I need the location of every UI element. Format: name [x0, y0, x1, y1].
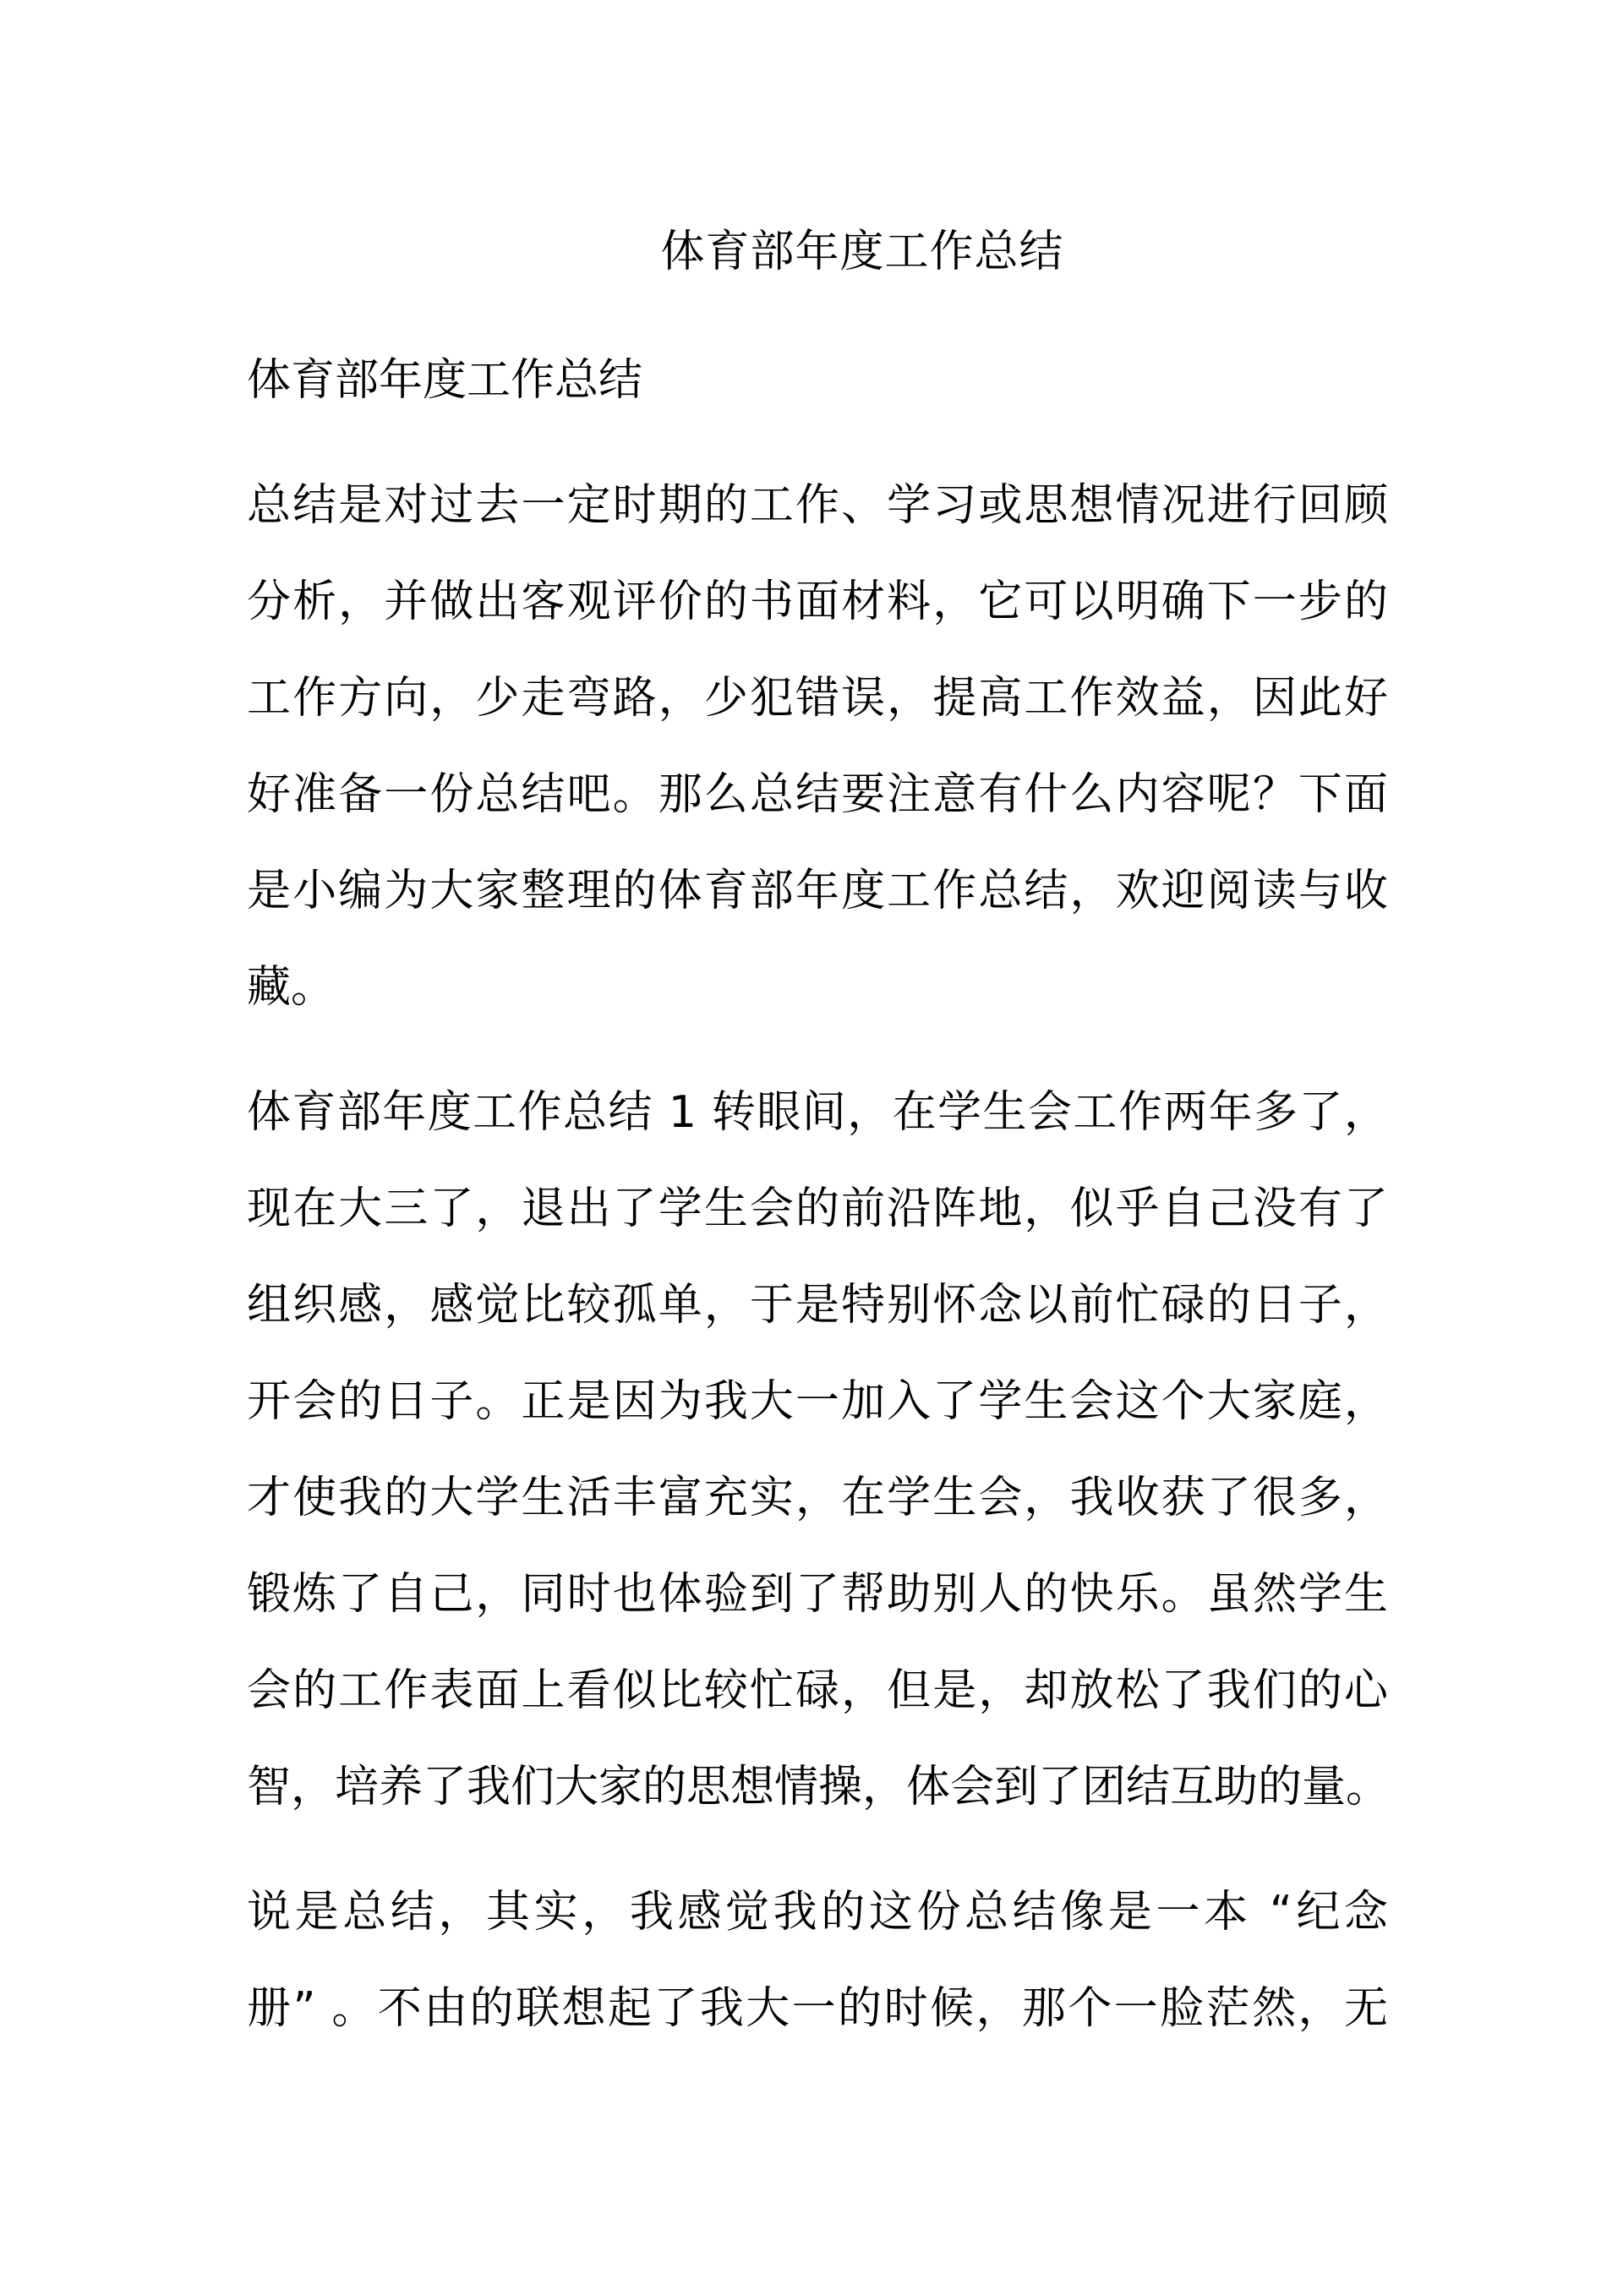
- paragraph-line: 分析，并做出客观评价的书面材料，它可以明确下一步的: [247, 577, 1388, 627]
- paragraph-line: 现在大三了，退出了学生会的前沿阵地，似乎自己没有了: [247, 1184, 1388, 1234]
- paragraph-line: 体育部年度工作总结 1 转眼间，在学生会工作两年多了，: [247, 1087, 1388, 1138]
- paragraph-line: 是小编为大家整理的体育部年度工作总结，欢迎阅读与收: [247, 866, 1388, 916]
- paragraph-line: 总结是对过去一定时期的工作、学习或思想情况进行回顾: [247, 480, 1388, 531]
- document-title: 体育部年度工作总结: [660, 227, 1064, 277]
- paragraph-line: 会的工作表面上看似比较忙碌，但是，却放松了我们的心: [247, 1665, 1388, 1716]
- paragraph-line: 组织感，感觉比较孤单，于是特别怀念以前忙碌的日子，: [247, 1280, 1388, 1331]
- paragraph-line: 说是总结，其实，我感觉我的这份总结像是一本 “纪念: [247, 1887, 1388, 1938]
- paragraph-line: 智，培养了我们大家的思想情操，体会到了团结互助的量。: [247, 1762, 1391, 1812]
- paragraph-line: 锻炼了自己，同时也体验到了帮助别人的快乐。虽然学生: [247, 1569, 1388, 1620]
- paragraph-line: 好准备一份总结吧。那么总结要注意有什么内容呢？下面: [247, 769, 1388, 820]
- document-subtitle: 体育部年度工作总结: [247, 355, 643, 406]
- paragraph-line: 工作方向，少走弯路，少犯错误，提高工作效益，因此好: [247, 673, 1388, 724]
- paragraph-line: 才使我的大学生活丰富充实，在学生会，我收获了很多，: [247, 1473, 1388, 1523]
- paragraph-line: 藏。: [247, 962, 336, 1013]
- paragraph-line: 册” 。不由的联想起了我大一的时候，那个一脸茫然，无: [247, 1983, 1388, 2034]
- paragraph-line: 开会的日子。正是因为我大一加入了学生会这个大家庭，: [247, 1376, 1388, 1427]
